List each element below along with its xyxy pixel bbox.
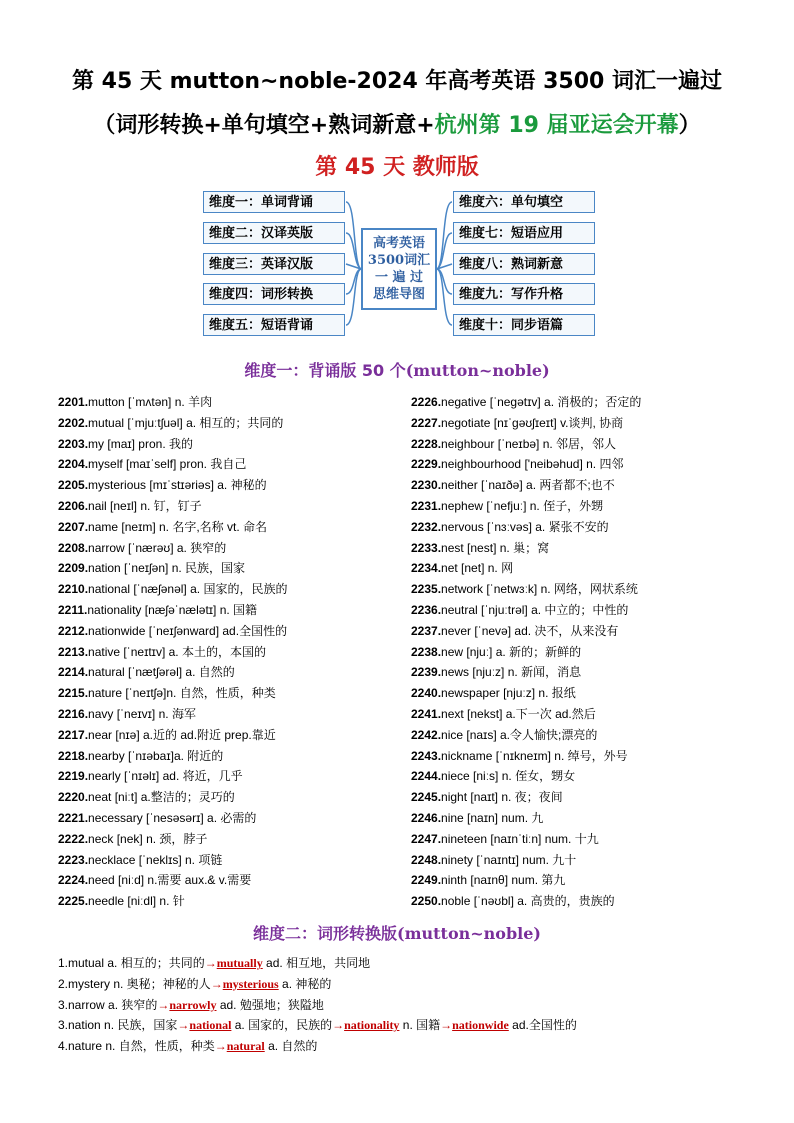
mindmap-center-line: 思维导图	[372, 287, 425, 302]
list-item: 2216.navy [ˈneɪvɪ] n. 海军	[58, 706, 196, 721]
mindmap-center	[361, 228, 437, 310]
list-item: 2215.nature [ˈneɪtʃə]n. 自然，性质，种类	[58, 686, 276, 701]
title-part-highlight: 杭州第 19 届亚运会开幕	[434, 113, 679, 138]
list-item: 2236.neutral [ˈnjuːtrəl] a. 中立的；中性的	[411, 602, 629, 617]
edition-label: 第 45 天 教师版	[315, 155, 479, 180]
title-part-1: （词形转换+单句填空+熟词新意+	[93, 113, 435, 138]
word-forms-list	[58, 953, 758, 1057]
section-2-title	[0, 921, 794, 944]
document-title: 第 45 天 mutton~noble-2024 年高考英语 3500 词汇一遍过	[72, 69, 722, 94]
list-item: 2237.never [ˈnevə] ad. 决不，从来没有	[411, 623, 619, 638]
mindmap-left-item: 维度一：单词背诵	[203, 191, 345, 213]
list-item: 2204.myself [maɪˈself] pron. 我自己	[58, 457, 247, 472]
list-item: 2242.nice [naɪs] a.令人愉快;漂亮的	[411, 727, 598, 742]
arrow-icon: →	[214, 1039, 227, 1054]
answer: natural	[226, 1039, 265, 1054]
answer: mysterious	[222, 976, 279, 991]
list-item: 2233.nest [nest] n. 巢；窝	[411, 540, 550, 555]
list-item: 2244.niece [niːs] n. 侄女，甥女	[411, 769, 576, 784]
list-item: 2239.news [njuːz] n. 新闻，消息	[411, 665, 582, 680]
word-list-left	[58, 392, 403, 912]
list-item: 2243.nickname [ˈnɪkneɪm] n. 绰号，外号	[411, 748, 628, 763]
arrow-icon: →	[332, 1018, 345, 1033]
arrow-icon: →	[157, 997, 170, 1012]
list-item: 2250.noble [ˈnəʊbl] a. 高贵的，贵族的	[411, 894, 615, 909]
answer: nationwide	[452, 1018, 509, 1033]
answer: national	[189, 1018, 232, 1033]
list-item: 2222.neck [nek] n. 颈，脖子	[58, 831, 208, 846]
list-item: 2202.mutual [ˈmjuːtʃuəl] a. 相互的；共同的	[58, 415, 284, 430]
list-item: 2226.negative [ˈnegətɪv] a. 消极的；否定的	[411, 395, 642, 409]
list-item: 2231.nephew [ˈnefjuː] n. 侄子，外甥	[411, 498, 604, 513]
list-item: 2218.nearby [ˈnɪəbaɪ]a. 附近的	[58, 748, 224, 763]
list-item: 2207.name [neɪm] n. 名字,名称 vt. 命名	[58, 519, 268, 534]
list-item: 2248.ninety [ˈnaɪntɪ] num. 九十	[411, 852, 577, 867]
list-item: 2249.ninth [naɪnθ] num. 第九	[411, 873, 566, 888]
list-item: 2210.national [ˈnæʃənəl] a. 国家的，民族的	[58, 582, 288, 597]
list-item: 2223.necklace [ˈneklɪs] n. 项链	[58, 852, 223, 867]
mindmap-right-item: 维度九：写作升格	[453, 283, 595, 305]
answer: nationality	[344, 1018, 400, 1033]
list-item: 2229.neighbourhood ['neibəhud] n. 四邻	[411, 457, 624, 472]
mindmap-left-item: 维度三：英译汉版	[203, 253, 345, 275]
arrow-icon: →	[177, 1018, 190, 1033]
list-item: 2203.my [maɪ] pron. 我的	[58, 436, 193, 451]
section-2-title-cn: 维度二：词形转换版	[253, 924, 398, 943]
answer: mutually	[216, 956, 263, 970]
list-item: 3.nation n. 民族，国家→national a. 国家的，民族的→nationality n. 国籍→nationwide ad.全国性的	[58, 1018, 577, 1033]
mindmap-center-line: 高考英语	[372, 236, 425, 251]
mindmap-center-line: 一 遍 过	[374, 270, 424, 285]
list-item: 2.mystery n. 奥秘；神秘的人→mysterious a. 神秘的	[58, 976, 332, 991]
mindmap-right-item: 维度八：熟词新意	[453, 253, 595, 275]
list-item: 2232.nervous [ˈnɜːvəs] a. 紧张不安的	[411, 519, 609, 534]
document-subtitle-line	[0, 108, 794, 139]
arrow-icon: →	[440, 1018, 453, 1033]
list-item: 2208.narrow [ˈnærəʊ] a. 狭窄的	[58, 540, 227, 555]
list-item: 2219.nearly [ˈnɪəlɪ] ad. 将近，几乎	[58, 769, 243, 784]
list-item: 2235.network [ˈnetwɜːk] n. 网络，网状系统	[411, 582, 638, 597]
mindmap-center-line: 3500词汇	[367, 253, 431, 268]
list-item: 2221.necessary [ˈnesəsərɪ] a. 必需的	[58, 810, 257, 825]
list-item: 4.nature n. 自然，性质，种类→natural a. 自然的	[58, 1039, 318, 1054]
word-list-right	[411, 392, 741, 912]
list-item: 2211.nationality [næʃəˈnælətɪ] n. 国籍	[58, 602, 258, 617]
mindmap-right-item: 维度七：短语应用	[453, 222, 595, 244]
list-item: 2234.net [net] n. 网	[411, 561, 514, 576]
list-item: 2214.natural [ˈnætʃərəl] a. 自然的	[58, 665, 235, 680]
list-item: 2227.negotiate [nɪˈgəʊʃɪeɪt] v.谈判, 协商	[411, 415, 624, 430]
section-2-title-en: (mutton~noble)	[397, 924, 541, 943]
list-item: 2228.neighbour [ˈneɪbə] n. 邻居，邻人	[411, 436, 617, 451]
mindmap-left-item: 维度二：汉译英版	[203, 222, 345, 244]
section-1-title	[0, 358, 794, 381]
list-item: 2246.nine [naɪn] num. 九	[411, 810, 544, 825]
mindmap-right-item: 维度六：单句填空	[453, 191, 595, 213]
mindmap-left-item: 维度四：词形转换	[203, 283, 345, 305]
list-item: 2247.nineteen [naɪnˈtiːn] num. 十九	[411, 831, 599, 846]
list-item: 3.narrow a. 狭窄的→narrowly ad. 勉强地；狭隘地	[58, 997, 324, 1012]
answer: narrowly	[169, 997, 217, 1012]
section-1-title-cn: 维度一：背诵版 50 个	[244, 361, 406, 380]
list-item: 2205.mysterious [mɪˈstɪəriəs] a. 神秘的	[58, 478, 267, 493]
list-item: 2220.neat [niːt] a.整洁的；灵巧的	[58, 790, 235, 805]
section-1-title-en: (mutton~noble)	[405, 361, 550, 380]
list-item: 2209.nation [ˈneɪʃən] n. 民族，国家	[58, 561, 246, 576]
list-item: 2213.native [ˈneɪtɪv] a. 本土的，本国的	[58, 644, 266, 659]
mindmap-left-item: 维度五：短语背诵	[203, 314, 345, 336]
mindmap-right-item: 维度十：同步语篇	[453, 314, 595, 336]
list-item: 1.mutual a. 相互的；共同的→mutually ad. 相互地，共同地	[58, 956, 371, 970]
list-item: 2238.new [njuː] a. 新的；新鲜的	[411, 644, 582, 659]
arrow-icon: →	[204, 956, 217, 970]
list-item: 2201.mutton [ˈmʌtən] n. 羊肉	[58, 395, 213, 409]
mind-map	[203, 190, 595, 340]
list-item: 2230.neither [ˈnaɪðə] a. 两者都不;也不	[411, 478, 615, 493]
list-item: 2217.near [nɪə] a.近的 ad.附近 prep.靠近	[58, 727, 276, 742]
arrow-icon: →	[210, 976, 223, 991]
list-item: 2206.nail [neɪl] n. 钉，钉子	[58, 498, 202, 513]
list-item: 2212.nationwide [ˈneɪʃənward] ad.全国性的	[58, 623, 288, 638]
list-item: 2241.next [nekst] a.下一次 ad.然后	[411, 706, 596, 721]
list-item: 2240.newspaper [njuːz] n. 报纸	[411, 686, 576, 701]
list-item: 2224.need [niːd] n.需要 aux.& v.需要	[58, 873, 252, 888]
title-part-3: ）	[678, 113, 701, 138]
list-item: 2245.night [naɪt] n. 夜；夜间	[411, 790, 563, 805]
list-item: 2225.needle [niːdl] n. 针	[58, 894, 185, 909]
